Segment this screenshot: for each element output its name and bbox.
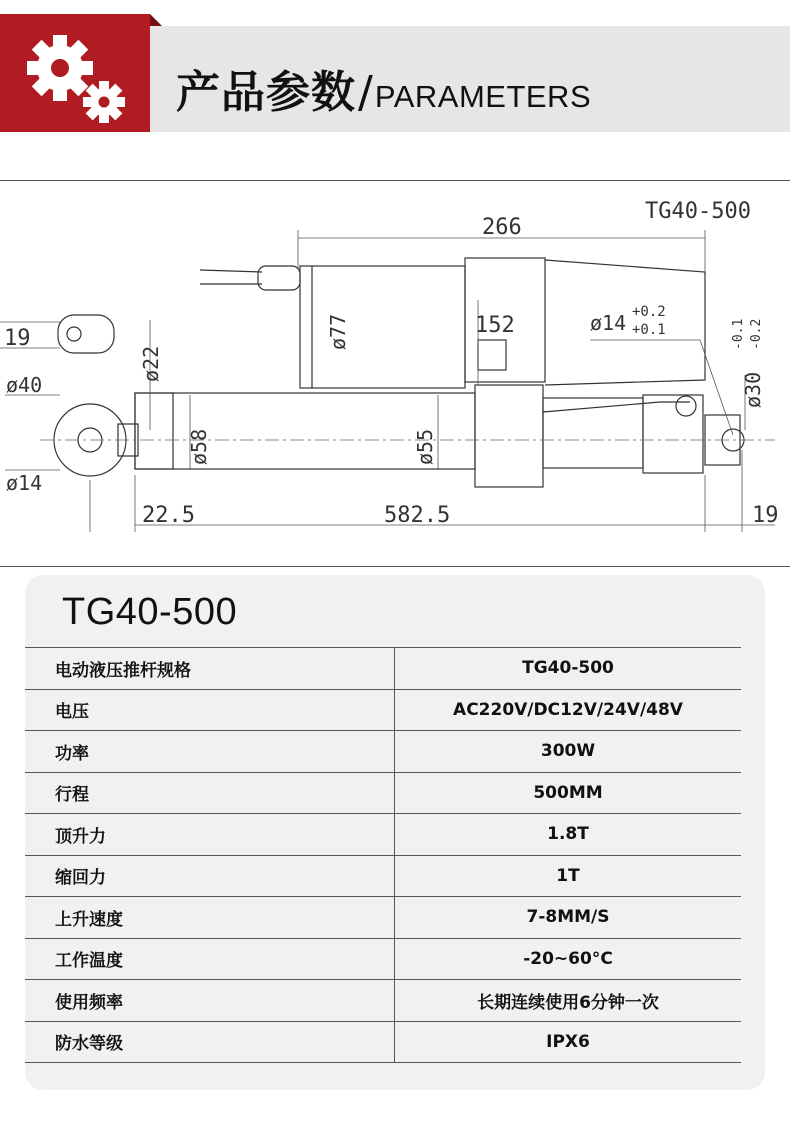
spec-key: 行程 [25,772,395,814]
table-row [25,814,741,856]
dim-housing-height: 152 [475,313,515,338]
spec-key: 防水等级 [25,1021,395,1063]
title-separator: / [358,67,373,118]
dim-bottom-right: 19 [752,503,779,528]
spec-key: 电动液压推杆规格 [25,648,395,690]
dim-eye-hole: ø14 [6,471,43,495]
technical-drawing [0,180,790,570]
spec-value: AC220V/DC12V/24V/48V [395,689,742,731]
dim-rod-end: ø22 [139,345,163,382]
rear-end [643,395,703,473]
spec-card-title: TG40-500 [62,591,238,633]
drawing-bottom-rule [0,566,790,567]
dim-bottom-main: 582.5 [384,503,451,528]
cylinder-right [543,398,643,468]
spec-value: 500MM [395,772,742,814]
dim-clevis-width: 19 [4,326,31,351]
table-row [25,897,741,939]
table-row [25,648,741,690]
dim-total-length: 266 [482,215,522,240]
dim-cylinder-left: ø58 [187,428,211,465]
dim-cylinder-body: ø55 [413,428,437,465]
spec-value: IPX6 [395,1021,742,1063]
spec-value: 1.8T [395,814,742,856]
dim-eye-outer: ø40 [6,373,43,397]
dim-front-pin-tol-upper: -0.1 [731,318,746,350]
dim-port-diameter: ø14 [590,311,627,335]
spec-value: 7-8MM/S [395,897,742,939]
spec-key: 使用频率 [25,980,395,1022]
spec-key: 功率 [25,731,395,773]
dim-front-pin: ø30 [741,371,765,408]
spec-value: 300W [395,731,742,773]
spec-key: 顶升力 [25,814,395,856]
page-title [176,56,591,116]
cable-line [200,270,262,272]
dim-motor-diameter: ø77 [326,313,350,350]
table-row [25,938,741,980]
dim-front-pin-tol-lower: -0.2 [749,318,764,350]
dim-bottom-left: 22.5 [142,503,195,528]
spec-value: TG40-500 [395,648,742,690]
fitting [676,396,696,416]
table-row [25,1021,741,1063]
spec-key: 电压 [25,689,395,731]
spec-value: -20~60°C [395,938,742,980]
title-english: PARAMETERS [374,79,592,114]
spec-key: 工作温度 [25,938,395,980]
gears-icon [20,30,130,126]
hex-nut [478,340,506,370]
header-fold [150,14,162,26]
drawing-canvas [0,180,790,570]
motor-body [300,266,465,388]
spec-card [25,575,765,1090]
model-label: TG40-500 [645,199,751,224]
spec-key: 缩回力 [25,855,395,897]
table-row [25,980,741,1022]
section-header [0,14,790,132]
spec-value: 长期连续使用6分钟一次 [395,980,742,1022]
table-row [25,855,741,897]
spec-table [25,647,741,1063]
title-chinese: 产品参数 [176,67,356,118]
dim-port-tol-upper: +0.2 [632,304,666,320]
table-row [25,731,741,773]
dim-port-tol-lower: +0.1 [632,322,666,338]
table-row [25,772,741,814]
hydraulic-line [543,402,690,412]
spec-key: 上升速度 [25,897,395,939]
table-row [25,689,741,731]
cylinder-mount [475,385,543,487]
spec-value: 1T [395,855,742,897]
cable-gland [258,266,300,290]
